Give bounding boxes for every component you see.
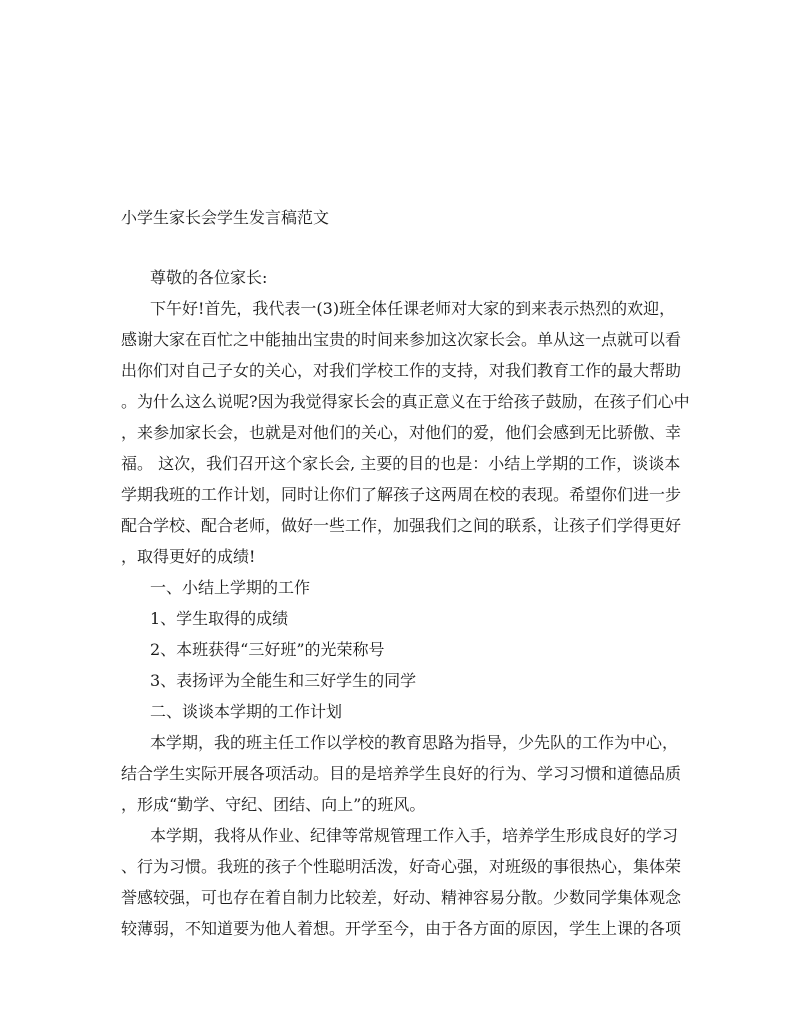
list-item: 3、表扬评为全能生和三好学生的同学 [150,671,417,690]
section-heading: 一、小结上学期的工作 [150,578,311,597]
text-line: 结合学生实际开展各项活动。目的是培养学生良好的行为、学习习惯和道德品质 [121,764,682,783]
text-line: 、行为习惯。我班的孩子个性聪明活泼，好奇心强，对班级的事很热心，集体荣 [121,857,682,876]
text-line: 本学期，我的班主任工作以学校的教育思路为指导，少先队的工作为中心， [150,733,679,752]
list-item: 2、本班获得“三好班”的光荣称号 [150,640,385,659]
text-line: ，形成“勤学、守纪、团结、向上”的班风。 [121,795,426,814]
text-line: 本学期，我将从作业、纪律等常规管理工作入手，培养学生形成良好的学习 [150,826,679,845]
text-line: 下午好!首先，我代表一(3)班全体任课老师对大家的到来表示热烈的欢迎， [150,299,676,318]
text-line: 出你们对自己子女的关心，对我们学校工作的支持，对我们教育工作的最大帮助 [121,361,682,380]
text-line: 配合学校、配合老师，做好一些工作，加强我们之间的联系，让孩子们学得更好 [121,516,682,535]
text-line: 福。 这次，我们召开这个家长会, 主要的目的也是：小结上学期的工作，谈谈本 [121,454,681,473]
text-line: ，取得更好的成绩! [121,547,256,566]
text-line: 学期我班的工作计划，同时让你们了解孩子这两周在校的表现。希望你们进一步 [121,485,682,504]
text-line: ，来参加家长会，也就是对他们的关心，对他们的爱，他们会感到无比骄傲、幸 [121,423,682,442]
list-item: 1、学生取得的成绩 [150,609,289,628]
text-line: 尊敬的各位家长: [150,268,268,287]
text-line: 较薄弱，不知道要为他人着想。开学至今，由于各方面的原因，学生上课的各项 [121,919,682,938]
section-heading: 二、谈谈本学期的工作计划 [150,702,343,721]
document-body [121,262,690,944]
document-title: 小学生家长会学生发言稿范文 [121,208,330,227]
text-line: 感谢大家在百忙之中能抽出宝贵的时间来参加这次家长会。单从这一点就可以看 [121,330,682,349]
text-line: 。为什么这么说呢?因为我觉得家长会的真正意义在于给孩子鼓励，在孩子们心中 [121,392,690,411]
text-line: 誉感较强，可也存在着自制力比较差，好动、精神容易分散。少数同学集体观念 [121,888,682,907]
